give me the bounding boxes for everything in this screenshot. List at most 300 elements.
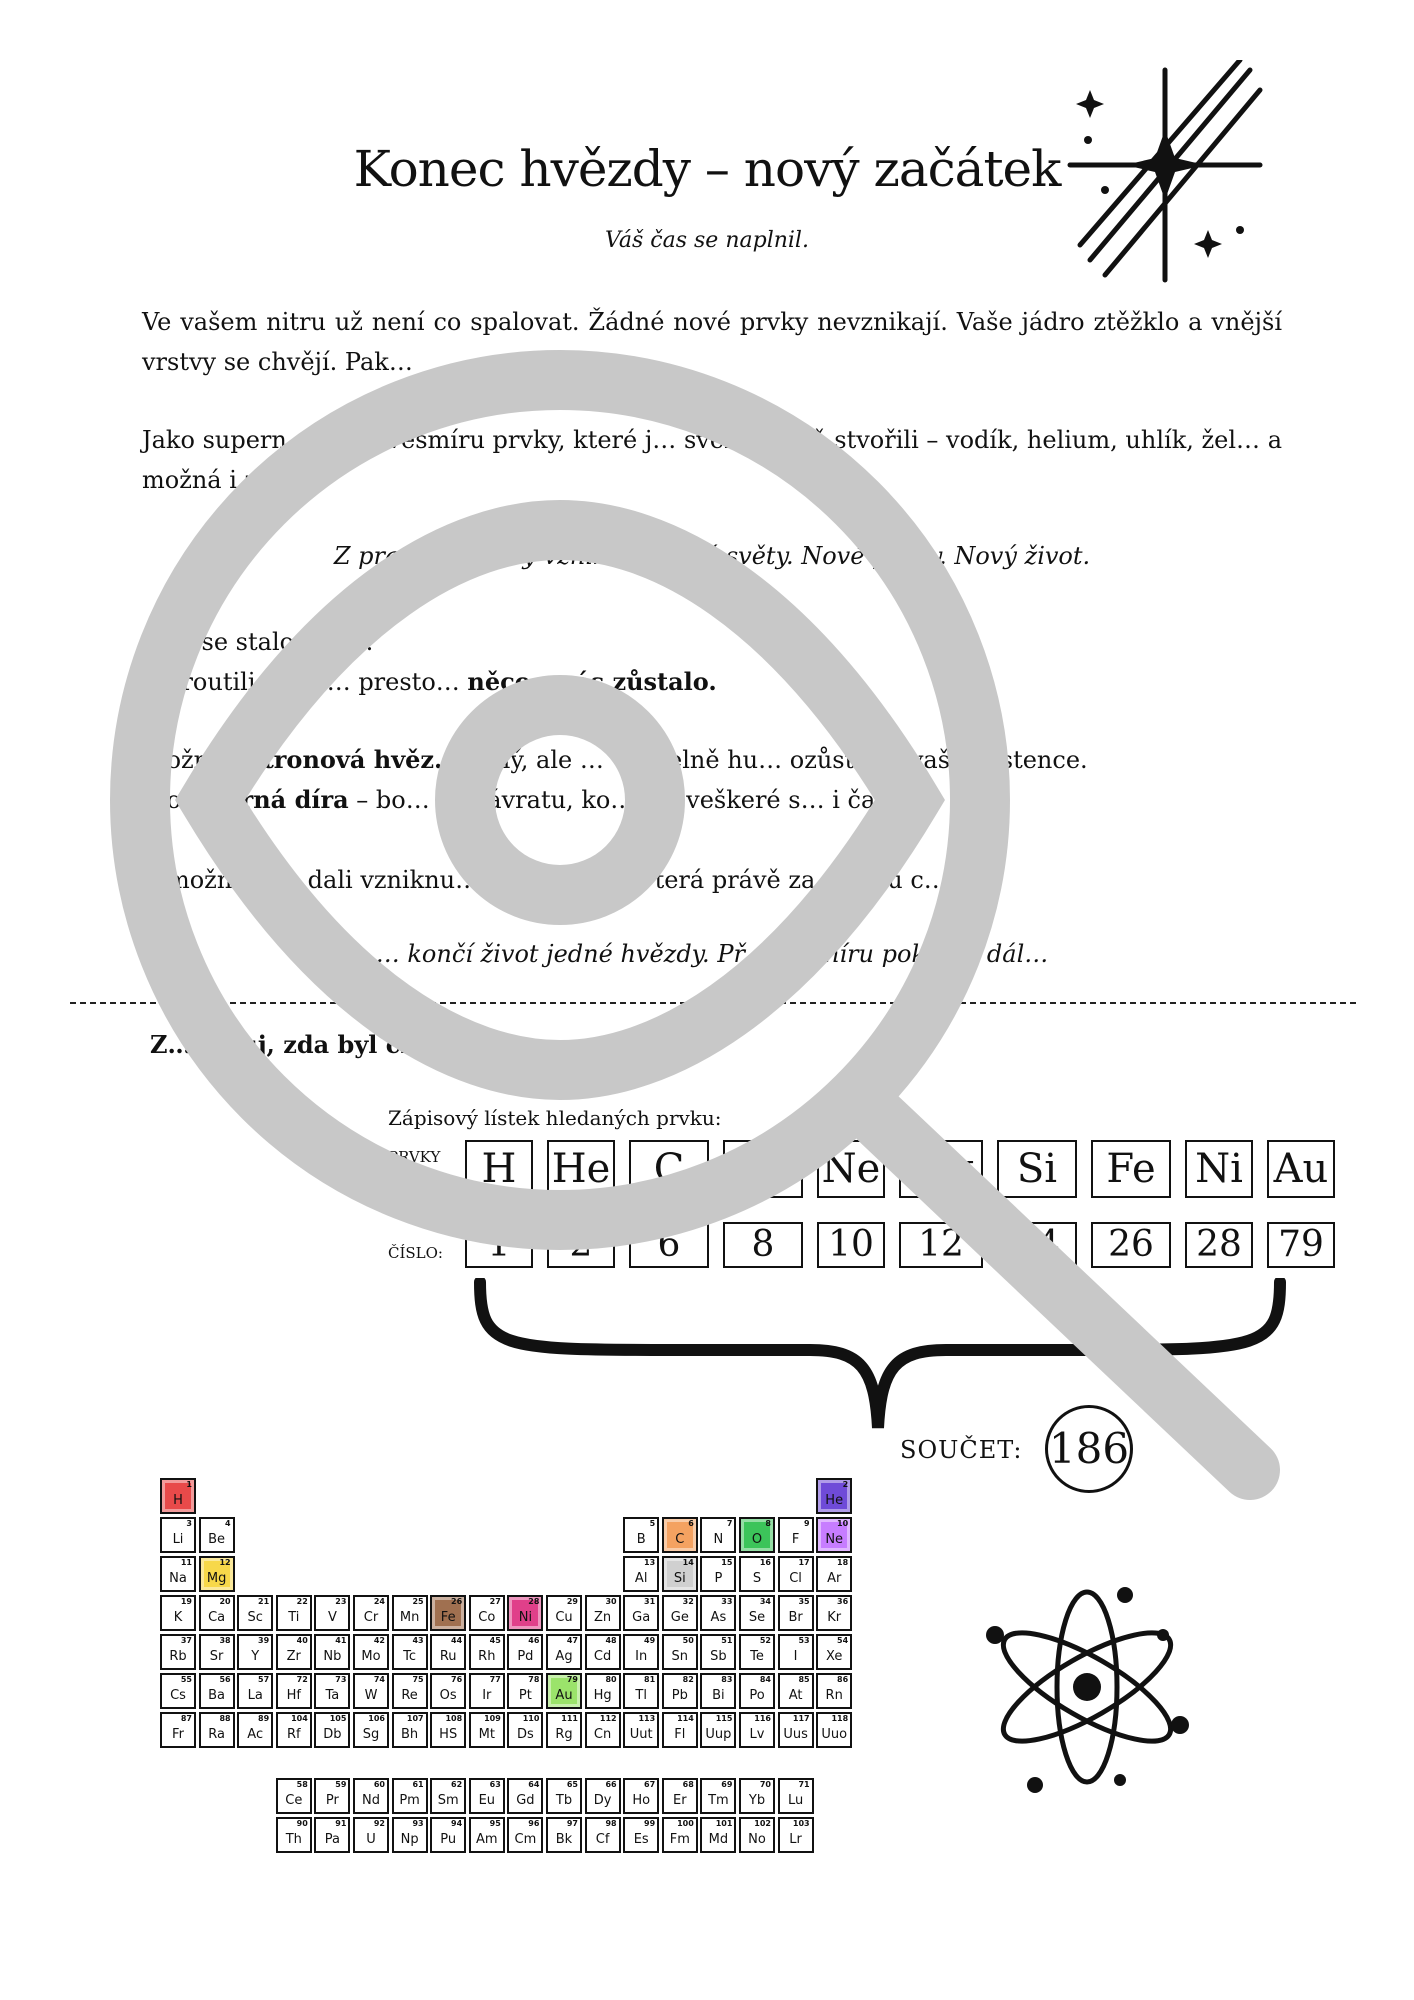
number-box[interactable]: 2: [547, 1222, 615, 1268]
atomic-number: 33: [721, 1597, 733, 1606]
atomic-number: 8: [765, 1519, 771, 1528]
atomic-number: 5: [649, 1519, 656, 1528]
atomic-number: 16: [759, 1558, 771, 1567]
atomic-number: 113: [638, 1714, 656, 1723]
atomic-number: 58: [296, 1780, 308, 1790]
atomic-number: 20: [219, 1597, 231, 1606]
element-symbol: In: [635, 1649, 648, 1664]
atomic-number: 36: [837, 1597, 849, 1606]
element-cell: [623, 1556, 659, 1592]
element-cell: [199, 1712, 235, 1748]
atomic-number: 110: [522, 1714, 540, 1723]
element-cell: [739, 1595, 775, 1631]
atomic-number: 59: [335, 1780, 347, 1790]
atomic-number: 23: [335, 1597, 347, 1606]
card-label: Zápisový lístek hledaných prvku:: [388, 1106, 722, 1130]
element-cell: [507, 1595, 543, 1631]
atomic-number: 39: [258, 1636, 270, 1645]
element-symbol: Ho: [632, 1793, 651, 1809]
atomic-number: 106: [368, 1714, 385, 1723]
atomic-number: 86: [837, 1675, 849, 1684]
element-cell: [739, 1673, 775, 1709]
element-symbol: Bi: [712, 1688, 725, 1703]
element-symbol: Tl: [635, 1688, 647, 1703]
element-cell: [237, 1595, 273, 1631]
curly-brace: [470, 1278, 1290, 1438]
element-symbol: Ti: [288, 1610, 300, 1625]
element-cell: [430, 1634, 466, 1670]
atomic-number: 22: [296, 1597, 308, 1606]
symbol-box[interactable]: Ni: [1185, 1140, 1253, 1198]
element-symbol: Ne: [825, 1532, 844, 1547]
element-symbol: Am: [476, 1832, 498, 1848]
element-symbol: Ba: [208, 1688, 226, 1703]
atomic-number: 79: [566, 1675, 578, 1684]
element-cell: [430, 1595, 466, 1631]
element-cell: [430, 1712, 466, 1748]
quote-2: … končí život jedné hvězdy. Př… vesmíru pok… je dál…: [375, 940, 1049, 968]
element-cell: [739, 1517, 775, 1553]
element-symbol: Pd: [517, 1649, 534, 1664]
element-symbol: Dy: [593, 1793, 612, 1809]
atomic-number: 64: [528, 1780, 540, 1790]
element-cell: [662, 1778, 698, 1814]
number-box[interactable]: 14: [997, 1222, 1077, 1268]
atomic-number: 25: [412, 1597, 424, 1606]
element-cell: [276, 1817, 312, 1853]
element-cell: [662, 1595, 698, 1631]
element-cell: [353, 1595, 389, 1631]
element-symbol: Na: [169, 1571, 187, 1586]
element-cell: [314, 1817, 350, 1853]
element-symbol: Ar: [827, 1571, 842, 1586]
atomic-number: 116: [754, 1714, 771, 1723]
element-cell: [160, 1712, 196, 1748]
element-symbol: Br: [788, 1610, 803, 1625]
element-symbol: Hg: [593, 1688, 612, 1703]
number-box[interactable]: 26: [1091, 1222, 1171, 1268]
element-cell: [469, 1673, 505, 1709]
element-symbol: Sr: [209, 1649, 224, 1664]
atomic-number: 13: [644, 1558, 656, 1567]
element-cell: [778, 1634, 814, 1670]
element-symbol: Se: [748, 1610, 766, 1625]
paragraph-3a: …co se stalo s vá…: [142, 628, 374, 656]
atomic-number: 19: [180, 1597, 192, 1606]
element-symbol: H: [173, 1493, 183, 1508]
element-symbol: Md: [708, 1832, 729, 1848]
atomic-number: 30: [605, 1597, 617, 1606]
atomic-number: 75: [412, 1675, 424, 1684]
element-symbol: K: [173, 1610, 183, 1625]
atomic-number: 78: [528, 1675, 540, 1684]
atomic-number: 76: [451, 1675, 463, 1684]
element-cell: [430, 1817, 466, 1853]
atomic-number: 14: [682, 1558, 694, 1567]
atomic-number: 7: [726, 1519, 733, 1528]
page-subtitle: Váš čas se naplnil.: [605, 228, 809, 253]
element-cell: [160, 1673, 196, 1709]
atomic-number: 55: [180, 1675, 192, 1684]
symbol-box[interactable]: Ne: [817, 1140, 885, 1198]
element-cell: [739, 1634, 775, 1670]
element-cell: [778, 1817, 814, 1853]
atomic-number: 118: [831, 1714, 849, 1723]
symbol-box[interactable]: C: [629, 1140, 709, 1198]
element-symbol: N: [713, 1532, 724, 1547]
element-cell: [585, 1634, 621, 1670]
paragraph-2: Jako supern… te do vesmíru prvky, které j… svém životě stvořili – vodík, helium, uhlík, žel… a možná i zlato.: [142, 426, 1282, 494]
element-symbol: Uut: [629, 1727, 653, 1742]
atomic-number: 40: [296, 1636, 308, 1645]
atomic-number: 84: [759, 1675, 771, 1684]
element-cell: [585, 1673, 621, 1709]
element-cell: [199, 1634, 235, 1670]
element-symbol: Ce: [285, 1793, 303, 1809]
element-cell: [276, 1778, 312, 1814]
atomic-number: 10: [837, 1519, 849, 1528]
atomic-number: 93: [412, 1819, 424, 1829]
element-symbol: I: [793, 1649, 798, 1664]
element-symbol: Tm: [708, 1793, 729, 1809]
element-symbol: S: [752, 1571, 762, 1586]
paragraph-3b: …hroutili jste s… presto… něco z vás zůstalo.: [142, 667, 717, 696]
element-symbol: Pm: [399, 1793, 420, 1809]
element-cell: [585, 1595, 621, 1631]
atomic-number: 63: [489, 1780, 501, 1790]
element-symbol: Uus: [783, 1727, 808, 1742]
atomic-number: 3: [186, 1519, 192, 1528]
element-cell: [314, 1712, 350, 1748]
element-symbol: Cl: [789, 1571, 802, 1586]
atomic-number: 104: [291, 1714, 308, 1723]
element-cell: [469, 1817, 505, 1853]
element-cell: [507, 1673, 543, 1709]
element-symbol: Pb: [671, 1688, 688, 1703]
number-box[interactable]: 79: [1267, 1222, 1335, 1268]
element-symbol: Mg: [206, 1571, 227, 1586]
element-symbol: Al: [634, 1571, 648, 1586]
element-cell: [314, 1673, 350, 1709]
element-cell: [700, 1817, 736, 1853]
element-symbol: Tb: [555, 1793, 573, 1809]
atomic-number: 4: [225, 1519, 231, 1528]
atomic-number: 41: [335, 1636, 347, 1645]
element-symbol: Sb: [710, 1649, 727, 1664]
element-cell: [623, 1595, 659, 1631]
atomic-number: 31: [644, 1597, 656, 1606]
element-symbol: Rn: [825, 1688, 843, 1703]
element-symbol: As: [710, 1610, 727, 1625]
number-box[interactable]: 8: [723, 1222, 803, 1268]
atomic-number: 85: [798, 1675, 810, 1684]
element-symbol: Gd: [516, 1793, 535, 1809]
element-symbol: Rb: [169, 1649, 187, 1664]
element-cell: [662, 1673, 698, 1709]
element-cell: [237, 1712, 273, 1748]
element-symbol: P: [714, 1571, 723, 1586]
element-cell: [276, 1673, 312, 1709]
element-symbol: Kr: [827, 1610, 842, 1625]
number-box[interactable]: 28: [1185, 1222, 1253, 1268]
quote-1: Z prachu hvězdy vzniknou nové světy. Nové pl…ty. Nový život.: [333, 542, 1091, 570]
atomic-number: 102: [754, 1819, 771, 1829]
element-cell: [700, 1595, 736, 1631]
atomic-number: 54: [837, 1636, 849, 1645]
element-cell: [662, 1712, 698, 1748]
element-symbol: HS: [439, 1727, 458, 1742]
element-cell: [469, 1595, 505, 1631]
element-symbol: Te: [750, 1649, 764, 1664]
element-symbol: Si: [673, 1571, 686, 1586]
atomic-number: 46: [528, 1636, 540, 1645]
element-cell: [392, 1673, 428, 1709]
element-cell: [469, 1634, 505, 1670]
element-cell: [816, 1478, 852, 1514]
atomic-number: 88: [219, 1714, 231, 1723]
element-cell: [276, 1595, 312, 1631]
element-symbol: Lv: [749, 1727, 765, 1742]
element-cell: [623, 1778, 659, 1814]
element-symbol: U: [366, 1832, 376, 1848]
check-goal-heading: Z…troluj, zda byl cíl dosa…: [150, 1030, 513, 1059]
element-symbol: Nb: [323, 1649, 342, 1664]
element-cell: [199, 1673, 235, 1709]
element-symbol: La: [247, 1688, 263, 1703]
paragraph-1: Ve vašem nitru už není co spalovat. Žádné nové prvky nevznikají. Vaše jádro ztěžklo a vnější vrstvy se chvějí. Pak…: [142, 308, 1282, 376]
element-cell: [816, 1517, 852, 1553]
element-cell: [507, 1778, 543, 1814]
element-cell: [700, 1634, 736, 1670]
element-cell: [585, 1712, 621, 1748]
element-cell: [469, 1712, 505, 1748]
element-cell: [778, 1712, 814, 1748]
element-cell: [662, 1556, 698, 1592]
element-cell: [507, 1817, 543, 1853]
paragraph-4a: Možná … tronová hvěz… malý, ale … věřitelně hu… ozůstat… vaší existence.: [142, 745, 1088, 774]
atomic-number: 72: [296, 1675, 308, 1684]
row-label-elements: PRVKY 1 - 10: [388, 1148, 441, 1188]
element-cell: [662, 1517, 698, 1553]
element-symbol: Er: [673, 1793, 687, 1809]
element-cell: [469, 1778, 505, 1814]
atomic-number: 11: [180, 1558, 192, 1567]
element-cell: [546, 1817, 582, 1853]
number-box[interactable]: 12: [899, 1222, 983, 1268]
element-cell: [392, 1778, 428, 1814]
element-cell: [430, 1778, 466, 1814]
atomic-number: 24: [373, 1597, 385, 1606]
atomic-number: 94: [451, 1819, 463, 1829]
atomic-number: 74: [373, 1675, 385, 1684]
element-symbol: Sn: [671, 1649, 689, 1664]
element-symbol: Lu: [787, 1793, 804, 1809]
element-cell: [237, 1673, 273, 1709]
element-cell: [353, 1778, 389, 1814]
atomic-number: 34: [759, 1597, 771, 1606]
atomic-number: 111: [561, 1714, 578, 1723]
element-cell: [392, 1634, 428, 1670]
atomic-number: 73: [335, 1675, 347, 1684]
paragraph-5: A možná … e dali vzniknu… další hvězd… terá právě za… svou c…u…: [142, 866, 988, 894]
element-cell: [816, 1673, 852, 1709]
element-symbol: Es: [633, 1832, 649, 1848]
element-symbol: Pa: [324, 1832, 340, 1848]
element-cell: [585, 1817, 621, 1853]
atomic-number: 112: [599, 1714, 617, 1723]
element-symbol: Nd: [362, 1793, 380, 1809]
atomic-number: 51: [721, 1636, 733, 1645]
element-cell: [816, 1712, 852, 1748]
atomic-number: 87: [180, 1714, 192, 1723]
atomic-number: 49: [644, 1636, 656, 1645]
atomic-number: 21: [258, 1597, 270, 1606]
element-symbol: Sg: [362, 1727, 380, 1742]
element-cell: [199, 1556, 235, 1592]
element-symbol: Ge: [670, 1610, 689, 1625]
atomic-number: 82: [682, 1675, 694, 1684]
element-symbol: Fr: [172, 1727, 184, 1742]
element-symbol: He: [825, 1493, 844, 1508]
element-cell: [507, 1634, 543, 1670]
atomic-number: 35: [798, 1597, 810, 1606]
atomic-number: 47: [566, 1636, 578, 1645]
number-box[interactable]: 1: [465, 1222, 533, 1268]
atomic-number: 99: [644, 1819, 656, 1829]
number-box[interactable]: 6: [629, 1222, 709, 1268]
symbol-box[interactable]: H: [465, 1140, 533, 1198]
atomic-number: 9: [804, 1519, 810, 1528]
element-cell: [739, 1556, 775, 1592]
element-cell: [816, 1556, 852, 1592]
element-cell: [237, 1634, 273, 1670]
sum-label: SOUČET:: [900, 1436, 1023, 1464]
symbol-box[interactable]: Fe: [1091, 1140, 1171, 1198]
element-cell: [199, 1517, 235, 1553]
element-symbol: Cn: [593, 1727, 612, 1742]
element-symbol: Rf: [286, 1727, 301, 1742]
number-box[interactable]: 10: [817, 1222, 885, 1268]
atomic-number: 80: [605, 1675, 617, 1684]
element-cell: [623, 1634, 659, 1670]
element-cell: [353, 1673, 389, 1709]
element-symbol: Th: [285, 1832, 302, 1848]
atomic-number: 117: [792, 1714, 810, 1723]
element-cell: [392, 1595, 428, 1631]
element-symbol: Ir: [482, 1688, 492, 1703]
element-cell: [353, 1817, 389, 1853]
element-cell: [160, 1595, 196, 1631]
element-symbol: Fl: [674, 1727, 686, 1742]
element-symbol: O: [751, 1532, 763, 1547]
symbol-box[interactable]: Au: [1267, 1140, 1335, 1198]
element-symbol: Db: [323, 1727, 342, 1742]
element-symbol: Ra: [208, 1727, 225, 1742]
atomic-number: 57: [258, 1675, 270, 1684]
symbol-box[interactable]: O: [723, 1140, 803, 1198]
atomic-number: 43: [412, 1636, 424, 1645]
element-symbol: Cr: [363, 1610, 379, 1625]
element-symbol: Cs: [170, 1688, 186, 1703]
element-symbol: Sm: [437, 1793, 459, 1809]
atomic-number: 92: [373, 1819, 385, 1829]
atomic-number: 114: [677, 1714, 694, 1723]
element-cell: [662, 1817, 698, 1853]
element-symbol: Uup: [705, 1727, 732, 1742]
element-cell: [507, 1712, 543, 1748]
atomic-number: 77: [489, 1675, 501, 1684]
atomic-number: 90: [296, 1819, 308, 1829]
atomic-number: 27: [489, 1597, 501, 1606]
element-symbol: Fm: [669, 1832, 690, 1848]
element-symbol: Rh: [478, 1649, 496, 1664]
dashed-divider: [70, 1002, 1356, 1004]
element-cell: [199, 1595, 235, 1631]
element-symbol: Cu: [555, 1610, 573, 1625]
element-cell: [778, 1556, 814, 1592]
element-cell: [276, 1712, 312, 1748]
atomic-number: 60: [373, 1780, 385, 1790]
symbol-box[interactable]: Mg: [899, 1140, 983, 1198]
element-symbol: Au: [555, 1688, 573, 1703]
element-cell: [739, 1712, 775, 1748]
element-cell: [160, 1556, 196, 1592]
atomic-number: 15: [721, 1558, 733, 1567]
atomic-number: 32: [682, 1597, 694, 1606]
element-cell: [623, 1673, 659, 1709]
atomic-number: 52: [759, 1636, 771, 1645]
atomic-number: 37: [180, 1636, 192, 1645]
symbol-box[interactable]: He: [547, 1140, 615, 1198]
element-symbol: Mn: [399, 1610, 420, 1625]
element-cell: [353, 1712, 389, 1748]
atomic-number: 97: [566, 1819, 578, 1829]
atom-icon: [975, 1575, 1205, 1805]
atomic-number: 81: [644, 1675, 656, 1684]
element-symbol: Pu: [440, 1832, 457, 1848]
element-symbol: Xe: [826, 1649, 843, 1664]
atomic-number: 71: [798, 1780, 810, 1790]
element-symbol: Ac: [247, 1727, 264, 1742]
element-cell: [585, 1778, 621, 1814]
element-symbol: Co: [478, 1610, 496, 1625]
element-symbol: Ru: [439, 1649, 457, 1664]
element-cell: [546, 1634, 582, 1670]
atomic-number: 65: [566, 1780, 578, 1790]
atomic-number: 98: [605, 1819, 617, 1829]
element-symbol: Cf: [595, 1832, 610, 1848]
element-cell: [739, 1817, 775, 1853]
atomic-number: 62: [451, 1780, 463, 1790]
element-symbol: F: [791, 1532, 800, 1547]
atomic-number: 53: [798, 1636, 810, 1645]
element-symbol: Po: [749, 1688, 765, 1703]
element-cell: [276, 1634, 312, 1670]
atomic-number: 95: [489, 1819, 501, 1829]
symbol-box[interactable]: Si: [997, 1140, 1077, 1198]
sum-value[interactable]: 186: [1045, 1405, 1133, 1493]
element-cell: [778, 1778, 814, 1814]
element-cell: [778, 1517, 814, 1553]
atomic-number: 48: [605, 1636, 617, 1645]
atomic-number: 26: [451, 1597, 463, 1606]
element-cell: [160, 1517, 196, 1553]
element-symbol: Cm: [514, 1832, 537, 1848]
element-symbol: Yb: [748, 1793, 766, 1809]
page-title: Konec hvězdy – nový začátek: [353, 140, 1061, 198]
element-symbol: Eu: [478, 1793, 496, 1809]
atomic-number: 6: [688, 1519, 694, 1528]
